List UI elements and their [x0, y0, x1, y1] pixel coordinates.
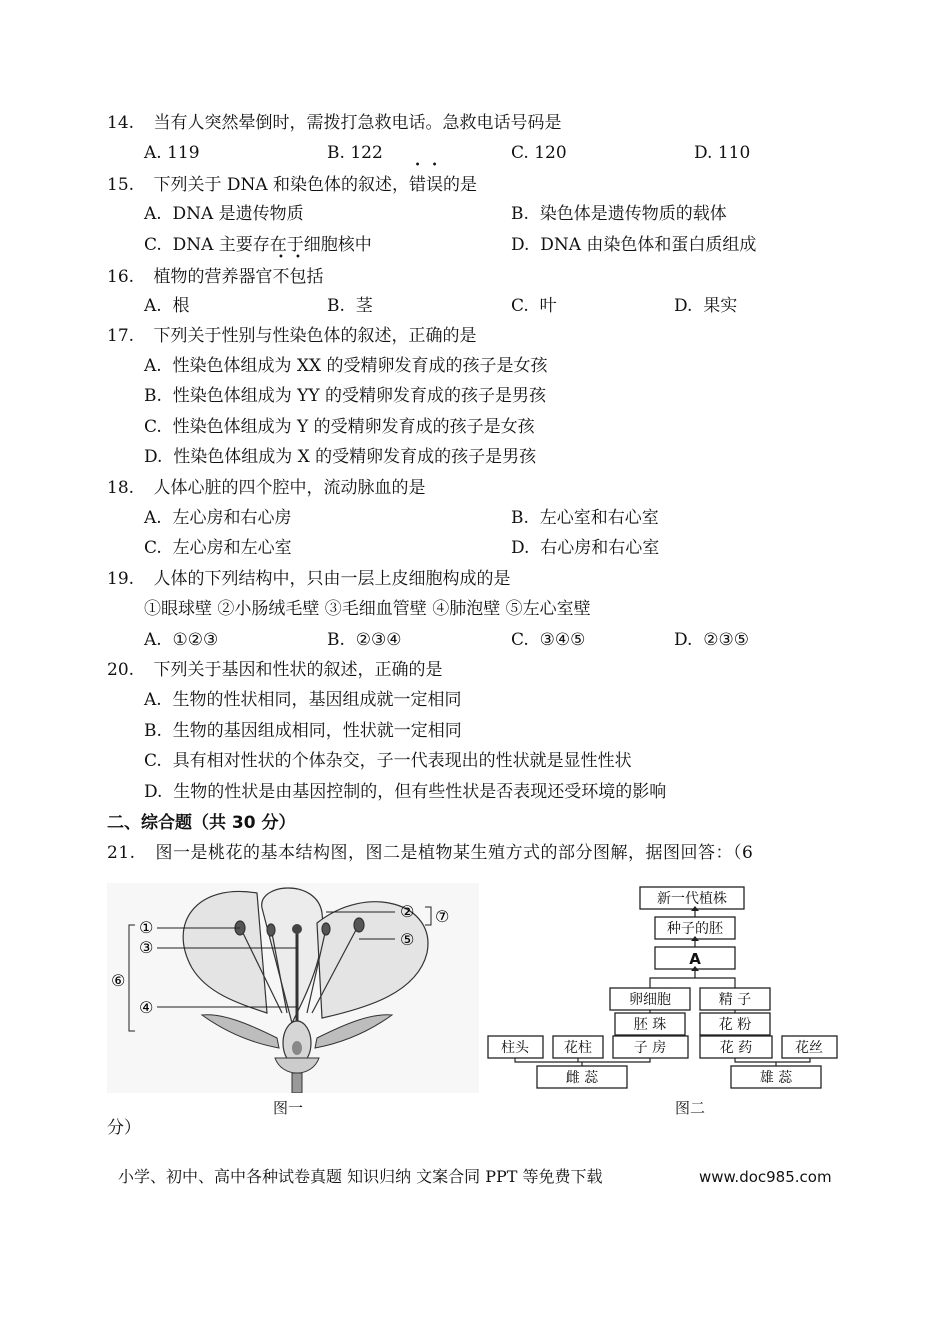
box-ovule: 胚 珠 — [633, 1017, 667, 1033]
box-embryo: 种子的胚 — [667, 921, 723, 937]
emphasis-char: 错 — [409, 175, 427, 195]
option-d: D. 110 — [694, 143, 751, 163]
question-15 — [107, 174, 477, 196]
question-stem: 图一是桃花的基本结构图，图二是植物某生殖方式的部分图解，据图回答：（6 — [155, 843, 754, 863]
question-17 — [107, 325, 476, 347]
option-a: A. 左心房和右心房 — [144, 508, 292, 528]
box-pollen: 花 粉 — [718, 1017, 752, 1033]
option-c: C. DNA 主要存在于细胞核中 — [144, 235, 372, 255]
box-ovary: 子 房 — [633, 1040, 667, 1056]
figure-1-caption: 图一 — [273, 1099, 304, 1117]
question-18 — [107, 477, 425, 499]
question-stem: 下列关于 DNA 和染色体的叙述，错误的是 — [153, 175, 478, 195]
option-b: B. 左心室和右心室 — [511, 508, 659, 528]
option-b: B. 性染色体组成为 YY 的受精卵发育成的孩子是男孩 — [144, 386, 546, 406]
question-number: 20. — [107, 660, 135, 680]
box-sperm: 精 子 — [718, 992, 752, 1008]
option-a: A. 性染色体组成为 XX 的受精卵发育成的孩子是女孩 — [144, 356, 548, 376]
label-4: ④ — [139, 998, 154, 1017]
box-style: 花柱 — [564, 1040, 592, 1056]
question-number: 14. — [107, 113, 135, 133]
question-21-continued: 分） — [107, 1118, 141, 1138]
question-16 — [107, 266, 323, 288]
label-3: ③ — [139, 938, 154, 957]
box-a: A — [689, 950, 701, 968]
box-anther: 花 药 — [719, 1040, 753, 1056]
emphasis-char: 包 — [289, 267, 307, 287]
emphasis-char: 误 — [426, 175, 444, 195]
box-egg-cell: 卵细胞 — [629, 992, 671, 1008]
question-number: 15. — [107, 175, 135, 195]
option-d: D. ②③⑤ — [674, 630, 749, 650]
question-stem: 人体心脏的四个腔中，流动脉血的是 — [153, 478, 426, 498]
figure-1-peach-flower — [107, 883, 479, 1093]
label-1: ① — [139, 918, 154, 937]
question-14 — [107, 112, 561, 134]
figure-2-caption: 图二 — [675, 1099, 706, 1117]
option-b: B. 茎 — [327, 296, 373, 316]
box-stamen: 雄 蕊 — [759, 1070, 793, 1086]
option-d: D. DNA 由染色体和蛋白质组成 — [511, 235, 757, 255]
box-new-plant: 新一代植株 — [657, 891, 727, 907]
box-filament: 花丝 — [795, 1040, 823, 1056]
figure-2-reproduction-chart — [485, 883, 847, 1093]
question-stem: 当有人突然晕倒时，需拨打急救电话。急救电话号码是 — [153, 113, 562, 133]
option-c: C. 左心房和左心室 — [144, 538, 292, 558]
flow-boxes — [488, 887, 837, 1088]
question-stem: 下列关于性别与性染色体的叙述，正确的是 — [153, 326, 477, 346]
option-c: C. 具有相对性状的个体杂交，子一代表现出的性状就是显性性状 — [144, 751, 632, 771]
option-b: B. 122 — [327, 143, 383, 163]
question-stem: 下列关于基因和性状的叙述，正确的是 — [153, 660, 443, 680]
flower-diagram — [107, 883, 479, 1093]
option-a: A. 119 — [144, 143, 200, 163]
question-number: 19. — [107, 569, 135, 589]
option-d: D. 性染色体组成为 X 的受精卵发育成的孩子是男孩 — [144, 447, 537, 467]
reproduction-flowchart — [485, 883, 847, 1093]
option-b: B. 染色体是遗传物质的载体 — [511, 204, 727, 224]
question-19 — [107, 568, 510, 590]
box-pistil: 雌 蕊 — [565, 1070, 599, 1086]
option-a: A. 根 — [144, 296, 190, 316]
question-stem: 植物的营养器官不包括 — [153, 267, 324, 287]
option-a: A. DNA 是遗传物质 — [144, 204, 304, 224]
option-c: C. 叶 — [511, 296, 557, 316]
label-7: ⑦ — [435, 907, 450, 926]
footer-text: 小学、初中、高中各种试卷真题 知识归纳 文案合同 PPT 等免费下载 — [118, 1167, 603, 1186]
label-5: ⑤ — [400, 930, 415, 949]
question-sub-list: ①眼球壁 ②小肠绒毛壁 ③毛细血管壁 ④肺泡壁 ⑤左心室壁 — [144, 599, 591, 619]
option-c: C. 性染色体组成为 Y 的受精卵发育成的孩子是女孩 — [144, 417, 535, 437]
option-b: B. ②③④ — [327, 630, 402, 650]
option-d: D. 果实 — [674, 296, 738, 316]
question-21 — [107, 842, 753, 864]
question-number: 21. — [107, 843, 136, 863]
label-2: ② — [400, 902, 415, 921]
box-stigma: 柱头 — [501, 1040, 529, 1056]
footer-link[interactable]: www.doc985.com — [699, 1168, 832, 1186]
label-6: ⑥ — [111, 971, 126, 990]
option-d: D. 右心房和右心室 — [511, 538, 660, 558]
option-a: A. 生物的性状相同，基因组成就一定相同 — [144, 690, 462, 710]
question-number: 17. — [107, 326, 135, 346]
question-stem: 人体的下列结构中，只由一层上皮细胞构成的是 — [153, 569, 511, 589]
option-c: C. ③④⑤ — [511, 630, 586, 650]
option-c: C. 120 — [511, 143, 567, 163]
question-number: 16. — [107, 267, 135, 287]
section-heading: 二、综合题（共 30 分） — [107, 813, 296, 833]
option-a: A. ①②③ — [144, 630, 219, 650]
question-number: 18. — [107, 478, 135, 498]
option-d: D. 生物的性状是由基因控制的，但有些性状是否表现还受环境的影响 — [144, 782, 667, 802]
question-20 — [107, 659, 442, 681]
option-b: B. 生物的基因组成相同，性状就一定相同 — [144, 721, 462, 741]
emphasis-char: 不 — [272, 267, 290, 287]
